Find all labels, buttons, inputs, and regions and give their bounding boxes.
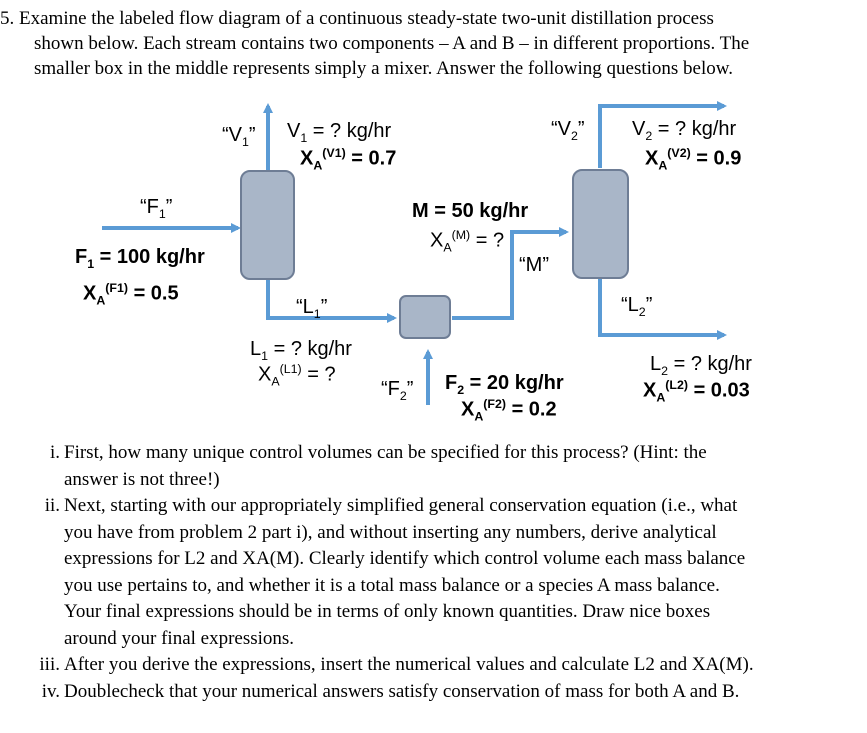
question-line: answer is not three!) <box>64 468 220 490</box>
question-iii <box>0 652 865 679</box>
label-L1-comp: $X_A^{(L1)}$ = ? <box>258 362 336 389</box>
question-line: expressions for L2 and XA(M). Clearly identify which control volume each mass balance <box>64 548 746 569</box>
question-line: First, how many unique control volumes can be specified for this process? (Hint: the <box>64 442 707 463</box>
question-label: iii. <box>39 654 60 675</box>
label-V1-flow: $V_1$ = ? kg/hr <box>287 120 392 145</box>
problem-line-2: shown below. Each stream contains two components – A and B – in different proportions. The <box>34 33 750 54</box>
problem-text-1: Examine the labeled flow diagram of a continuous steady-state two-unit distillation process <box>19 8 714 29</box>
distillation-column-1 <box>241 171 294 279</box>
stream-L1-arrow <box>268 278 394 318</box>
label-L1-name: “$L_1$” <box>296 296 328 321</box>
label-V2-comp: $X_A^{(V2)} = 0.9$ <box>645 146 742 173</box>
question-iv <box>0 679 865 706</box>
label-M-name: “M” <box>519 254 549 276</box>
question-list <box>0 440 865 705</box>
label-L2-comp: $X_A^{(L2)} = 0.03$ <box>643 378 750 405</box>
label-F1-comp: $X_A^{(F1)} = 0.5$ <box>83 281 179 308</box>
mixer-unit <box>400 296 450 338</box>
question-i <box>0 440 865 493</box>
question-line: you use pertains to, and whether it is a total mass balance or a species A mass balance. <box>64 574 720 596</box>
distillation-column-2 <box>573 170 628 278</box>
label-F1-flow: $F_1 = 100$ kg/hr <box>75 246 205 271</box>
label-V1-name: “$V_1$” <box>222 124 256 149</box>
label-F2-comp: $X_A^{(F2)} = 0.2$ <box>461 397 557 424</box>
label-F2-flow: $F_2 = 20$ kg/hr <box>445 372 564 397</box>
label-M-flow: M = 50 kg/hr <box>412 200 529 222</box>
label-F2-name: “$F_2$” <box>381 378 414 403</box>
stream-L2-arrow <box>600 278 724 335</box>
question-label: iv. <box>41 680 60 702</box>
label-L2-flow: $L_2$ = ? kg/hr <box>650 353 752 378</box>
problem-line-3: smaller box in the middle represents simply a mixer. Answer the following questions below. <box>34 58 734 79</box>
label-V1-comp: $X_A^{(V1)} = 0.7$ <box>300 146 397 173</box>
question-line: around your final expressions. <box>64 627 295 649</box>
question-ii <box>0 493 865 652</box>
label-V2-name: “$V_2$” <box>551 118 585 143</box>
question-label: ii. <box>44 495 60 516</box>
label-F1-name: “$F_1$” <box>140 196 173 221</box>
question-line: Next, starting with our appropriately simplified general conservation equation (i.e., what <box>64 495 738 516</box>
question-label: i. <box>49 442 60 463</box>
label-L2-name: “$L_2$” <box>621 294 653 319</box>
problem-number: 5. <box>0 8 15 29</box>
label-L1-flow: $L_1$ = ? kg/hr <box>250 338 352 363</box>
question-line: you have from problem 2 part i), and without inserting any numbers, derive analytical <box>64 521 717 543</box>
label-M-comp: $X_A^{(M)}$ = ? <box>430 228 505 255</box>
question-line: Doublecheck that your numerical answers satisfy conservation of mass for both A and B. <box>64 680 740 702</box>
question-line: Your final expressions should be in terms of only known quantities. Draw nice boxes <box>64 601 711 622</box>
label-V2-flow: $V_2$ = ? kg/hr <box>632 118 737 143</box>
question-line: After you derive the expressions, insert the numerical values and calculate L2 and XA(M). <box>64 654 754 675</box>
